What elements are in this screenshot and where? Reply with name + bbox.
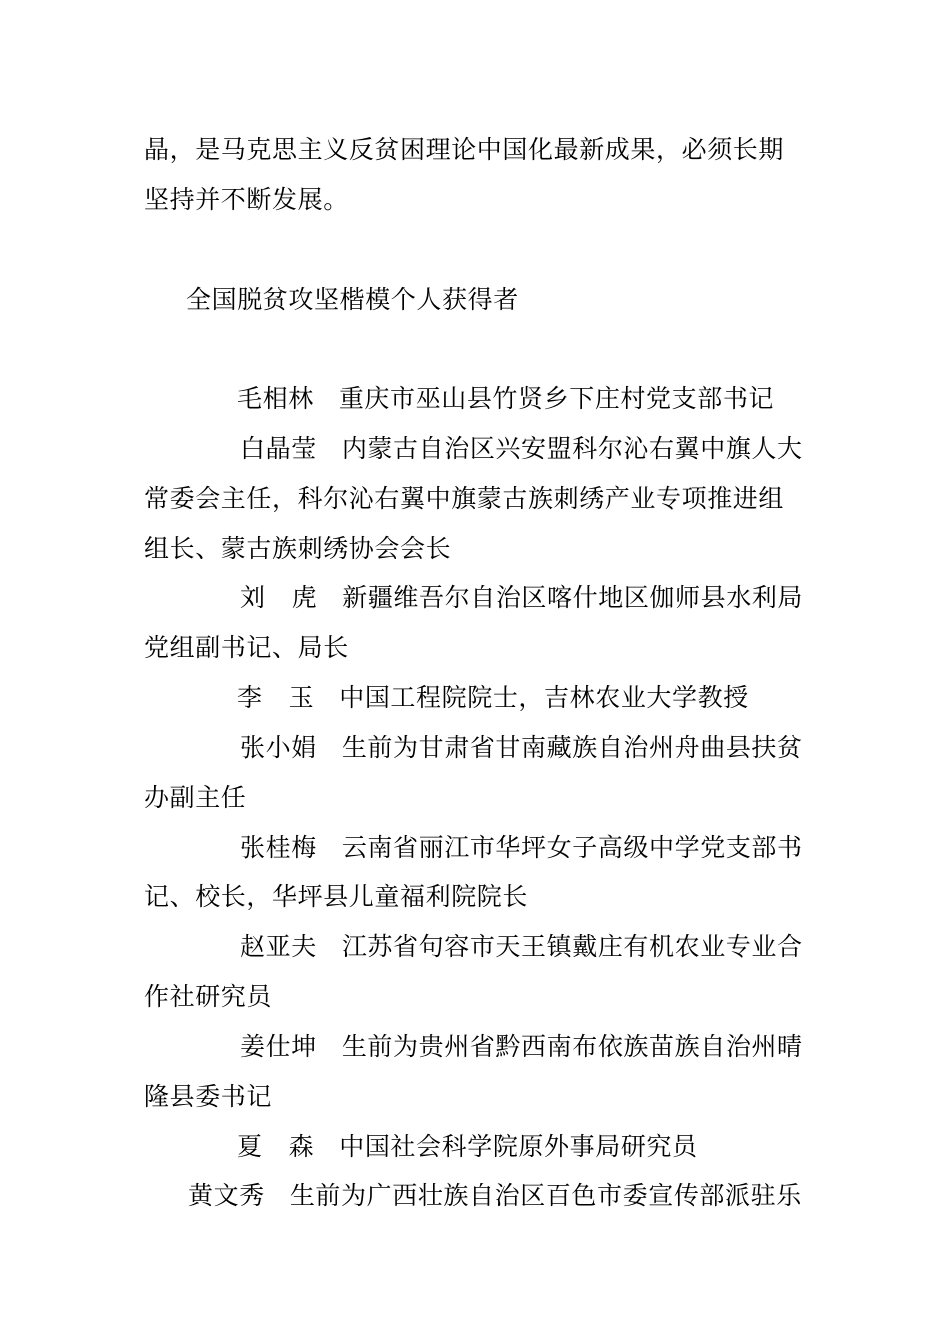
awardee-entry xyxy=(240,1031,803,1063)
awardee-entry xyxy=(240,433,803,465)
awardee-desc-cont: 党组副书记、局长 xyxy=(144,633,349,662)
awardee-name-second: 虎 xyxy=(291,583,318,612)
awardee-entry xyxy=(188,1180,802,1212)
awardee-name-second: 森 xyxy=(288,1132,315,1161)
awardee-desc: 生前为甘肃省甘南藏族自治州舟曲县扶贫 xyxy=(341,733,803,762)
awardee-name: 张小娟 xyxy=(240,733,317,762)
awardee-name: 白晶莹 xyxy=(240,434,317,463)
awardee-desc-cont: 常委会主任，科尔沁右翼中旗蒙古族刺绣产业专项推进组 xyxy=(144,484,785,513)
awardee-entry xyxy=(237,682,749,714)
awardee-desc-cont: 隆县委书记 xyxy=(144,1082,273,1111)
awardee-name: 赵亚夫 xyxy=(240,932,317,961)
awardee-name-second: 玉 xyxy=(288,683,315,712)
awardee-desc-cont: 办副主任 xyxy=(144,783,247,812)
awardee-name-first: 李 xyxy=(237,683,263,712)
intro-line-1: 晶，是马克思主义反贫困理论中国化最新成果，必须长期 xyxy=(144,135,785,164)
awardee-name: 姜仕坤 xyxy=(240,1032,317,1061)
awardee-entry xyxy=(240,582,803,614)
awardee-desc-cont: 组长、蒙古族刺绣协会会长 xyxy=(144,534,452,563)
awardee-desc: 中国社会科学院原外事局研究员 xyxy=(339,1132,698,1161)
awardee-desc: 新疆维吾尔自治区喀什地区伽师县水利局 xyxy=(342,583,804,612)
awardee-entry xyxy=(240,931,803,963)
awardee-name-first: 刘 xyxy=(240,583,266,612)
section-title: 全国脱贫攻坚楷模个人获得者 xyxy=(186,285,519,314)
awardee-name: 张桂梅 xyxy=(240,833,317,862)
awardee-desc: 生前为贵州省黔西南布依族苗族自治州晴 xyxy=(341,1032,803,1061)
awardee-entry xyxy=(237,1131,698,1163)
intro-line-2: 坚持并不断发展。 xyxy=(144,185,349,214)
awardee-entry xyxy=(240,732,803,764)
awardee-desc: 内蒙古自治区兴安盟科尔沁右翼中旗人大 xyxy=(341,434,803,463)
awardee-desc: 云南省丽江市华坪女子高级中学党支部书 xyxy=(341,833,803,862)
awardee-desc-cont: 作社研究员 xyxy=(144,982,273,1011)
awardee-desc: 重庆市巫山县竹贤乡下庄村党支部书记 xyxy=(338,384,775,413)
awardee-name: 黄文秀 xyxy=(188,1181,265,1210)
awardee-entry xyxy=(237,383,774,415)
awardee-desc: 生前为广西壮族自治区百色市委宣传部派驻乐 xyxy=(289,1181,802,1210)
awardee-entry xyxy=(240,832,803,864)
awardee-name: 毛相林 xyxy=(237,384,314,413)
awardee-name-first: 夏 xyxy=(237,1132,263,1161)
awardee-desc: 江苏省句容市天王镇戴庄有机农业专业合 xyxy=(341,932,803,961)
awardee-desc-cont: 记、校长，华坪县儿童福利院院长 xyxy=(144,882,529,911)
awardee-desc: 中国工程院院士，吉林农业大学教授 xyxy=(339,683,749,712)
